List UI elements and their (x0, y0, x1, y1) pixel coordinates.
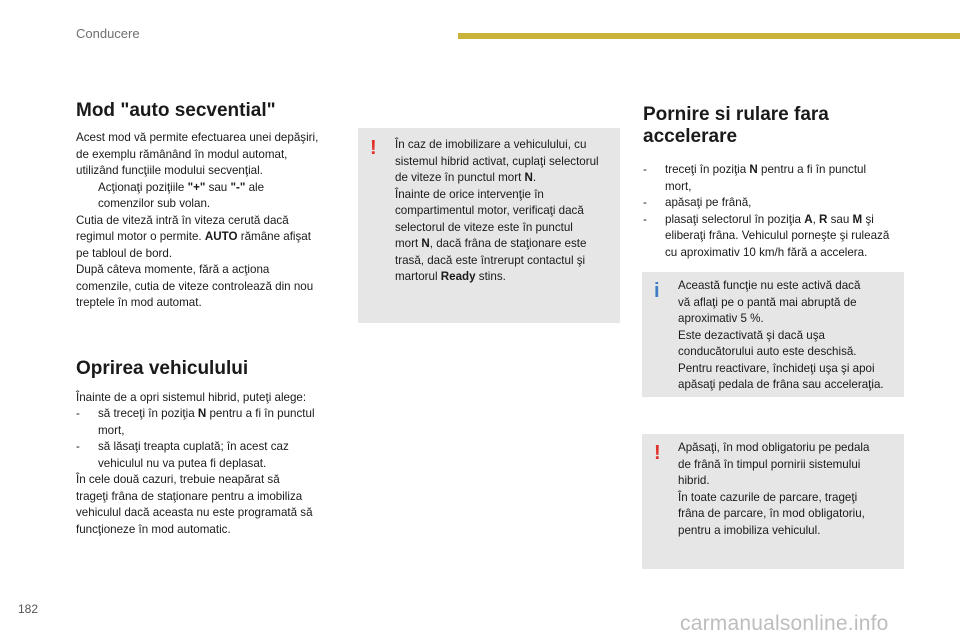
text-run: cu aproximativ 10 km/h fără a accelera. (665, 245, 868, 259)
dash-marker: - (643, 212, 647, 226)
text-line: selectorul de viteze este în punctul (395, 220, 573, 234)
text-line: hibrid. (678, 474, 710, 487)
text-line: trasă, dacă este întrerupt contactul şi (395, 253, 586, 267)
text-run: mort (395, 237, 422, 250)
warning-text (395, 137, 617, 286)
text-run: . (532, 171, 537, 184)
warning-icon: ! (370, 137, 377, 159)
warning-icon: ! (654, 442, 661, 464)
text-run: mort, (665, 179, 692, 193)
text-line: vehiculul dacă aceasta nu este programată să (76, 506, 313, 519)
text-run: de viteze în punctul mort (395, 171, 525, 184)
text-line: Acest mod vă permite efectuarea unei depăşiri, (76, 131, 319, 144)
bold-run: "-" (230, 180, 246, 194)
text-run: pentru a fi în punctul (206, 407, 315, 420)
text-line: comenzile, cutia de viteze controlează din nou (76, 279, 314, 293)
text-run: ale (245, 180, 265, 194)
title-line: Pornire si rulare fara (643, 104, 829, 125)
text-line: frâna de parcare, în mod obligatoriu, (678, 507, 865, 520)
text-line: Această funcţie nu este activă dacă (678, 279, 861, 292)
text-run: să treceţi în poziţia (98, 407, 198, 420)
text-run: şi (862, 212, 874, 226)
text-run: mort, (98, 423, 125, 437)
start-steps-list (643, 162, 905, 261)
text-run: sau (205, 180, 231, 194)
text-run: eliberaţi frâna. Vehiculul porneşte şi rulează (665, 229, 890, 242)
text-run: sau (827, 212, 853, 226)
text-run: apăsaţi pe frână, (665, 196, 752, 209)
text-line: În caz de imobilizare a vehiculului, cu (395, 138, 587, 151)
text-line: În toate cazurile de parcare, trageţi (678, 490, 858, 504)
dash-marker: - (643, 163, 647, 176)
text-run: rămâne afişat (237, 230, 311, 243)
text-run: stins. (475, 270, 506, 283)
text-line: Este dezactivată şi dacă uşa (678, 328, 825, 342)
dash-list-item (643, 195, 905, 212)
text-run: vehiculul nu va putea fi deplasat. (98, 456, 267, 470)
text-run: Acţionaţi poziţiile (98, 180, 188, 194)
dash-list-item (643, 162, 905, 195)
text-line: apăsaţi pedala de frâna sau acceleraţia. (678, 378, 884, 391)
bold-run: N (749, 163, 758, 176)
text-run: regimul motor o permite. (76, 230, 205, 243)
text-line (395, 236, 617, 253)
warning-box-parking (642, 434, 904, 569)
text-run: , dacă frâna de staţionare este (429, 237, 587, 250)
vehicle-stop-text (76, 390, 344, 539)
dash-list-item (76, 406, 344, 439)
bold-run: "+" (187, 180, 206, 194)
text-run: martorul (395, 270, 441, 283)
header-accent-bar (458, 33, 960, 39)
text-run: treceţi în poziţia (665, 163, 750, 176)
text-line (395, 269, 617, 286)
text-line: treptele în mod automat. (76, 296, 202, 309)
section-title-auto-sequential: Mod "auto secvential" (76, 100, 276, 121)
dash-list-item (76, 439, 344, 472)
text-line: conducătorului auto este deschisă. (678, 345, 857, 358)
text-line: funcţioneze în mod automatic. (76, 522, 231, 536)
warning-box-immobilization (358, 128, 620, 323)
text-line (76, 229, 344, 246)
section-title-start-without-accel (643, 104, 905, 148)
bold-run: R (819, 212, 828, 226)
ready-label: Ready (440, 270, 476, 283)
section-title-vehicle-stop: Oprirea vehiculului (76, 357, 249, 379)
text-line: Pentru reactivare, închideţi uşa şi apoi (678, 361, 875, 375)
text-line (395, 170, 617, 187)
text-line: În cele două cazuri, trebuie neapărat să (76, 473, 280, 486)
left-column (76, 100, 344, 538)
bold-run: N (421, 237, 430, 250)
text-line: vă aflaţi pe o pantă mai abruptă de (678, 295, 857, 309)
text-line: pe tabloul de bord. (76, 246, 173, 260)
auto-label: AUTO (204, 230, 238, 243)
text-line: Apăsaţi, în mod obligatoriu pe pedala (678, 441, 870, 454)
text-line: Înainte de orice intervenţie în (395, 187, 544, 201)
arrow-list-item (76, 180, 344, 213)
warning-text (678, 440, 902, 539)
dash-marker: - (76, 440, 80, 453)
info-icon: i (654, 280, 660, 302)
right-column (643, 104, 905, 261)
bold-run: N (524, 171, 533, 184)
text-run: pentru a fi în punctul (757, 163, 867, 176)
title-line: accelerare (643, 126, 738, 147)
text-line: de frână în timpul pornirii sistemului (678, 457, 861, 471)
text-line: trageţi frâna de staţionare pentru a imobiliza (76, 489, 303, 503)
text-line: Cutia de viteză intră în viteza cerută dacă (76, 213, 289, 227)
text-run: , (812, 212, 820, 226)
info-text (678, 278, 902, 394)
text-run: comenzilor sub volan. (98, 197, 211, 210)
text-run: plasaţi selectorul în poziţia (665, 212, 805, 226)
text-line: utilizând funcţiile modului secvenţial. (76, 164, 263, 177)
info-box-slope (642, 272, 904, 397)
text-line: compartimentul motor, verificaţi dacă (395, 204, 584, 217)
dash-marker: - (643, 196, 647, 209)
text-run: să lăsaţi treapta cuplată; în acest caz (98, 440, 289, 453)
bold-run: A (804, 212, 813, 226)
text-line: Înainte de a opri sistemul hibrid, puteţi alege: (76, 390, 307, 404)
text-line: pentru a imobiliza vehiculul. (678, 523, 821, 537)
dash-marker: - (76, 407, 80, 420)
text-line: aproximativ 5 %. (678, 312, 764, 325)
text-line: de exemplu rămânând în modul automat, (76, 147, 288, 161)
text-line: sistemul hibrid activat, cuplaţi selectorul (395, 154, 599, 168)
page-number: 182 (18, 602, 39, 616)
bold-run: N (197, 407, 207, 420)
dash-list-item (643, 212, 905, 262)
auto-sequential-text (76, 130, 344, 312)
bold-run: M (852, 212, 863, 226)
watermark: carmanualsonline.info (680, 612, 889, 635)
text-line: După câteva momente, fără a acţiona (76, 263, 270, 276)
header-title: Conducere (76, 26, 140, 41)
